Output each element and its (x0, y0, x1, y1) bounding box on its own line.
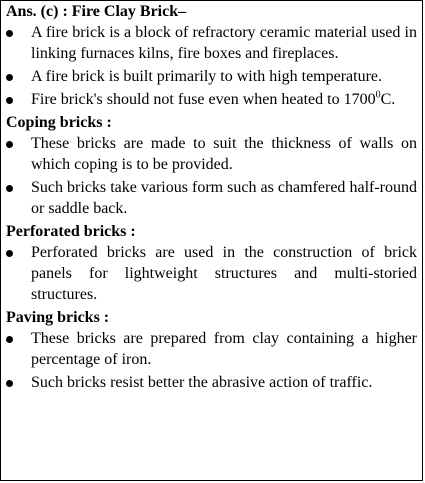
bullet-text: Perforated bricks are used in the construction of brick panels for lightweight structures and multi-storied structures. (31, 244, 417, 303)
bullet-text: Fire brick's should not fuse even when heated to 1700 (31, 91, 376, 108)
temperature-unit: C. (380, 91, 396, 108)
section-heading-coping: Coping bricks : (6, 114, 112, 131)
bullet-text: These bricks are made to suit the thickness of walls on which coping is to be provided. (31, 135, 417, 173)
bullet-text: Such bricks take various form such as chamfered half-round or saddle back. (31, 179, 417, 217)
paving-list (6, 328, 417, 393)
bullet-text: Such bricks resist better the abrasive action of traffic. (31, 374, 373, 391)
coping-list (6, 133, 417, 219)
bullet-icon (6, 141, 13, 148)
bullet-icon (6, 336, 13, 343)
bullet-icon (6, 97, 13, 104)
list-item (6, 372, 417, 393)
bullet-text: These bricks are prepared from clay containing a higher percentage of iron. (31, 330, 417, 368)
list-item (6, 89, 417, 110)
list-item (6, 22, 417, 64)
bullet-icon (6, 30, 13, 37)
bullet-icon (6, 74, 13, 81)
list-item (6, 328, 417, 370)
section-heading-fire-clay: Ans. (c) : Fire Clay Brick– (6, 3, 187, 20)
temperature-superscript: 0 (375, 89, 381, 101)
list-item (6, 133, 417, 175)
fire-clay-list (6, 22, 417, 110)
section-heading-paving: Paving bricks : (6, 309, 110, 326)
list-item (6, 66, 417, 87)
bullet-icon (6, 380, 13, 387)
perforated-list (6, 242, 417, 305)
section-heading-perforated: Perforated bricks : (6, 223, 136, 240)
bullet-icon (6, 185, 13, 192)
list-item (6, 177, 417, 219)
bullet-text: A fire brick is built primarily to with high temperature. (31, 68, 383, 85)
bullet-text: A fire brick is a block of refractory ceramic material used in linking furnaces kilns, fire boxes and fireplaces. (31, 24, 417, 62)
bullet-icon (6, 250, 13, 257)
list-item (6, 242, 417, 305)
